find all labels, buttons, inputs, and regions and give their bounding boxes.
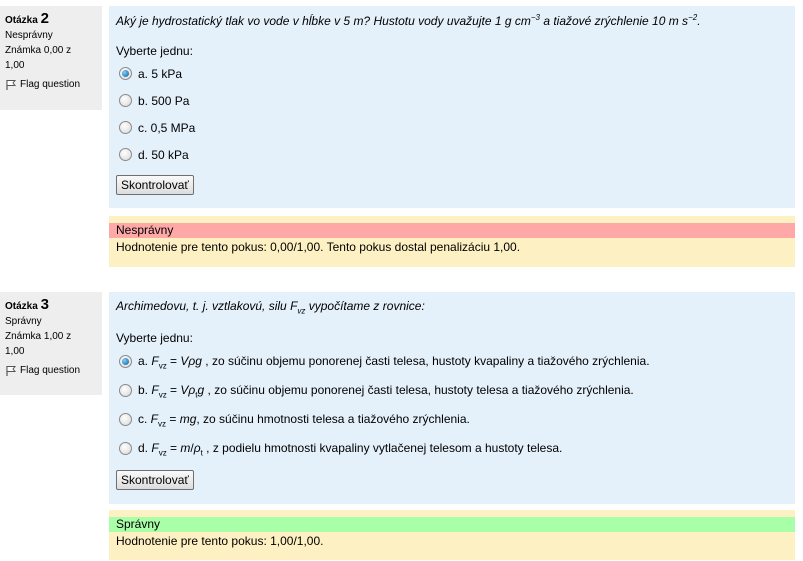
- q3-answer-c[interactable]: c. $F_{vz}$ = mg, zo súčinu hmotnosti telesa a tiažového zrýchlenia.: [116, 407, 788, 432]
- q3-mark-line1: Známka 1,00 z: [5, 331, 72, 342]
- q3-question-text: Archimedovu, t. j. vztlakovú, silu $F_{vz}$ vypočítame z rovnice:: [116, 299, 425, 316]
- q2-answer-b[interactable]: b. 500 Pa: [116, 89, 788, 112]
- q2-answer-d[interactable]: d. 50 kPa: [116, 143, 788, 166]
- q3-number: Otázka 3: [5, 296, 49, 313]
- q3-content: [109, 292, 795, 504]
- q3-flag-question[interactable]: Flag question: [5, 363, 102, 378]
- q2-answer-c[interactable]: c. 0,5 MPa: [116, 116, 788, 139]
- q2-content: [109, 6, 795, 208]
- q3-mark-line2: 1,00: [5, 346, 25, 357]
- q3-answer-a[interactable]: a. $F_{vz} = V\rho g$ , zo súčinu objemu ponorenej časti telesa, hustoty kvapaliny a tiažového zrýchlenia.: [116, 349, 788, 374]
- flag-icon: [5, 79, 17, 91]
- q3-prompt: Vyberte jednu:: [116, 331, 193, 346]
- q2-check-button[interactable]: Skontrolovať: [116, 175, 194, 195]
- q3-answer-b[interactable]: b. $F_{vz} = V\rho_tg$ , zo súčinu objemu ponorenej časti telesa, hustoty telesa a tiažového zrýchlenia.: [116, 378, 788, 403]
- q2-answer-a[interactable]: a. 5 kPa: [116, 62, 788, 85]
- q3-info-panel: [0, 292, 102, 395]
- radio-a[interactable]: [119, 67, 132, 80]
- flag-icon: [5, 365, 17, 377]
- q2-grade: Hodnotenie pre tento pokus: 0,00/1,00. Tento pokus dostal penalizáciu 1,00.: [116, 240, 521, 254]
- q2-mark-line2: 1,00: [5, 60, 25, 71]
- q2-info-panel: [0, 6, 102, 110]
- radio-b[interactable]: [119, 94, 132, 107]
- q2-status: Nesprávny: [5, 30, 53, 41]
- q3-feedback-state: Správny: [109, 517, 795, 532]
- q2-number: Otázka 2: [5, 10, 49, 27]
- q3-grade: Hodnotenie pre tento pokus: 1,00/1,00.: [116, 534, 324, 548]
- q3-feedback: [109, 510, 795, 560]
- radio-c[interactable]: [119, 121, 132, 134]
- radio-d[interactable]: [119, 148, 132, 161]
- q2-flag-question[interactable]: Flag question: [5, 77, 102, 92]
- radio-b[interactable]: [119, 384, 132, 397]
- radio-c[interactable]: [119, 413, 132, 426]
- q3-status: Správny: [5, 316, 42, 327]
- radio-a[interactable]: [119, 355, 132, 368]
- q2-prompt: Vyberte jednu:: [116, 44, 193, 58]
- q3-check-button[interactable]: Skontrolovať: [116, 470, 194, 490]
- radio-d[interactable]: [119, 442, 132, 455]
- q2-question-text: Aký je hydrostatický tlak vo vode v hĺbke v 5 m? Hustotu vody uvažujte 1 g $cm^{-3}$ a tiažové zrýchlenie 10 m $s^{-2}$.: [116, 13, 701, 28]
- q2-mark-line1: Známka 0,00 z: [5, 45, 72, 56]
- q3-answer-d[interactable]: d. $F_{vz} = m/\rho_t$ , z podielu hmotnosti kvapaliny vytlačenej telesom a hustoty telesa.: [116, 436, 788, 461]
- q2-feedback-state: Nesprávny: [109, 223, 795, 238]
- q2-feedback: [109, 216, 795, 267]
